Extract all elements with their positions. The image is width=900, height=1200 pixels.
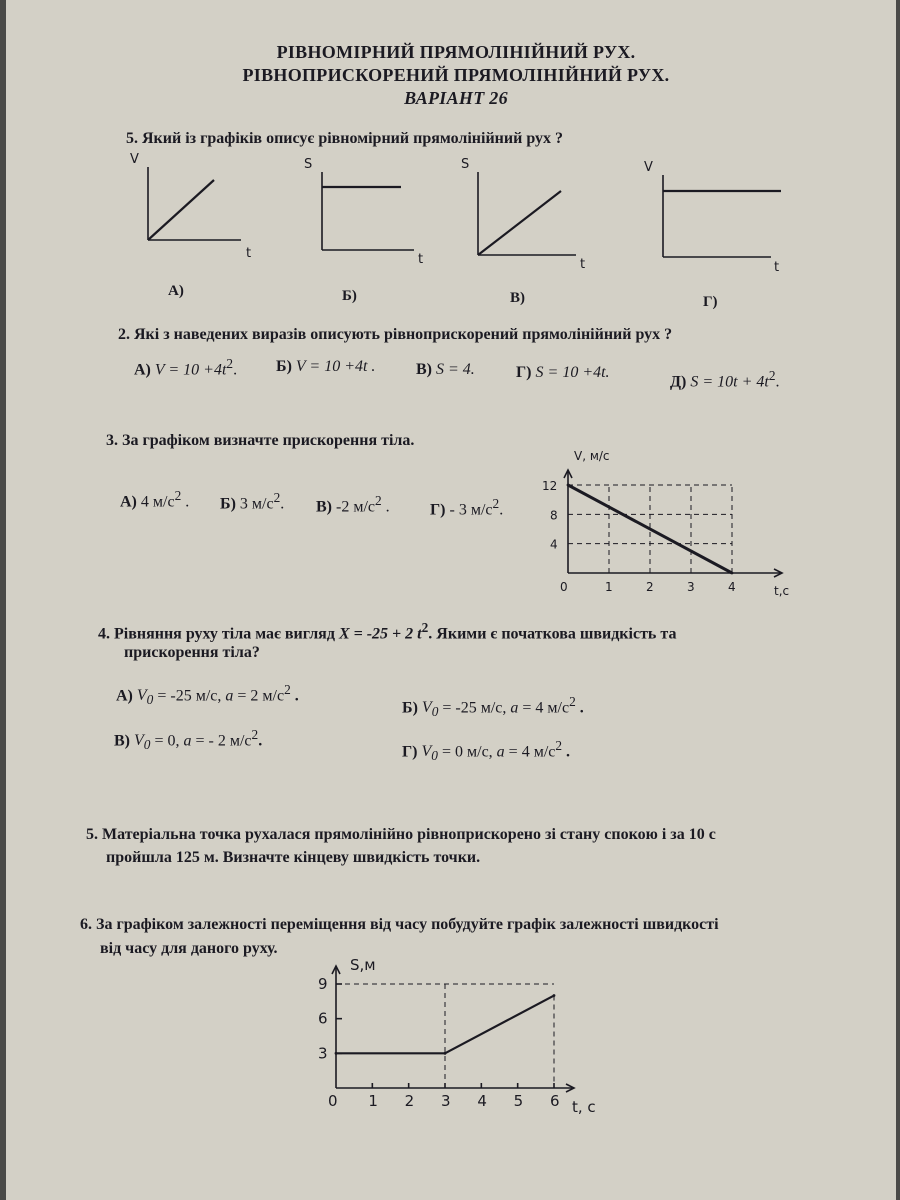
q4-option-b: Б) $V_0 = -25$ м/с, a = 4 $м/с^2$ . bbox=[402, 694, 584, 720]
q4-option-a-tail: . bbox=[290, 687, 299, 705]
graph-d bbox=[644, 160, 781, 275]
x-tick-label: 1 bbox=[368, 1092, 378, 1110]
q3-option-d-value: - 3 м/с bbox=[449, 501, 493, 519]
q2-option-d-letter: Г) bbox=[516, 364, 532, 381]
q4-option-c-v0: = 0, bbox=[154, 732, 180, 750]
graph-c-label: В) bbox=[510, 290, 525, 306]
data-point bbox=[444, 1052, 447, 1055]
y-tick-label: 9 bbox=[318, 975, 328, 993]
graph-c-y-label: S bbox=[461, 157, 470, 172]
q2-option-b-expr: V = 10 +4t . bbox=[295, 358, 376, 375]
question-6-line-1: 6. За графіком залежності переміщення від часу побудуйте графік залежності швидкості bbox=[80, 916, 719, 933]
worksheet-page bbox=[6, 0, 896, 1200]
graph-a-x-label: t bbox=[246, 246, 252, 261]
q4-option-a-v0: = -25 м/с, bbox=[157, 687, 222, 705]
variant-title: ВАРІАНТ 26 bbox=[404, 88, 508, 108]
y-axis-label: S,м bbox=[350, 956, 376, 974]
q4-option-d-sup: 2 bbox=[555, 738, 563, 753]
q4-option-a: А) $V_0 = -25$ м/с, a = 2 $м/с^2$ . bbox=[116, 682, 299, 708]
x-tick-label: 4 bbox=[477, 1092, 487, 1110]
q4-option-b-sup: 2 bbox=[569, 694, 576, 709]
data-point bbox=[335, 1052, 338, 1055]
question-1-graphs bbox=[116, 145, 816, 315]
q3-option-c-letter: В) bbox=[316, 498, 332, 516]
y-tick-label: 3 bbox=[318, 1044, 328, 1063]
q2-option-a-expr: V = 10 +4t bbox=[154, 361, 227, 379]
graph-d-x-label: t bbox=[774, 260, 780, 275]
q3-option-d-tail: . bbox=[499, 501, 504, 519]
q3-velocity-chart bbox=[536, 440, 826, 605]
x-tick-label: 5 bbox=[513, 1092, 524, 1110]
q2-option-e-expr: S = 10t + 4t bbox=[690, 373, 769, 391]
graph-b-x-label: t bbox=[418, 252, 424, 267]
q4-option-c: В) $V_0 = 0$, a = - 2 $м/с^2$. bbox=[114, 727, 263, 753]
q3-option-a bbox=[120, 488, 189, 511]
y-axis-label: V, м/с bbox=[574, 449, 610, 463]
graph-d-y-label: V bbox=[644, 160, 653, 175]
q3-option-a-tail: . bbox=[181, 493, 190, 511]
q2-option-c-expr: S = 4. bbox=[436, 361, 475, 378]
y-tick-label: 6 bbox=[318, 1009, 328, 1028]
q3-option-b bbox=[220, 490, 284, 513]
graph-b-label: Б) bbox=[342, 288, 357, 304]
q2-option-c-letter: В) bbox=[416, 361, 432, 378]
q4-option-d: Г) $V_0 = 0$ м/с, a = 4 $м/с^2$ . bbox=[402, 738, 571, 764]
q2-option-a-sup: 2 bbox=[226, 356, 234, 371]
x-tick-label: 0 bbox=[560, 580, 568, 594]
q4-option-c-tail: . bbox=[258, 732, 263, 750]
q2-option-b-letter: Б) bbox=[276, 358, 292, 375]
graph-a-y-label: V bbox=[130, 152, 139, 167]
q4-option-a-letter: А) bbox=[116, 687, 133, 705]
q4-option-c-letter: В) bbox=[114, 732, 130, 750]
question-3-text: 3. За графіком визначте прискорення тіла. bbox=[106, 432, 415, 449]
q2-option-b bbox=[276, 358, 375, 376]
q4-equation: X = -25 + 2 t bbox=[338, 625, 422, 643]
x-tick-label: 6 bbox=[550, 1092, 560, 1110]
q4-option-a-a: = 2 м/с bbox=[237, 687, 285, 705]
x-tick-label: 4 bbox=[728, 580, 736, 594]
q4-option-a-sup: 2 bbox=[284, 682, 291, 697]
q4-option-b-v0: = -25 м/с, bbox=[442, 699, 507, 717]
q4-option-d-v0: = 0 м/с, bbox=[441, 743, 493, 761]
question-5-line-2: пройшла 125 м. Визначте кінцеву швидкість точки. bbox=[106, 849, 481, 866]
q2-option-a-tail: . bbox=[233, 361, 238, 379]
data-point bbox=[553, 994, 556, 997]
question-6-line-2: від часу для даного руху. bbox=[100, 940, 278, 957]
x-tick-label: 2 bbox=[404, 1092, 415, 1110]
x-tick-label: 3 bbox=[687, 580, 695, 594]
graph-b bbox=[304, 157, 423, 267]
q4-text-b: . Якими є початкова швидкість та bbox=[428, 625, 677, 643]
title-line-2: РІВНОПРИСКОРЕНИЙ ПРЯМОЛІНІЙНИЙ РУХ. bbox=[242, 65, 670, 85]
q3-option-a-sup: 2 bbox=[174, 488, 182, 503]
q2-option-e bbox=[670, 368, 780, 391]
q3-option-c bbox=[316, 493, 390, 516]
q4-option-d-tail: . bbox=[562, 743, 571, 761]
q6-displacement-chart bbox=[301, 940, 621, 1135]
q3-option-c-value: -2 м/с bbox=[336, 498, 375, 516]
q3-option-d bbox=[430, 496, 503, 519]
q3-option-a-letter: А) bbox=[120, 493, 137, 511]
q3-option-b-value: 3 м/с bbox=[239, 495, 274, 513]
x-axis-label: t, с bbox=[572, 1098, 596, 1116]
q2-option-c bbox=[416, 361, 475, 379]
x-tick-label: 2 bbox=[646, 580, 654, 594]
q3-option-b-letter: Б) bbox=[220, 495, 236, 513]
question-4-line-1 bbox=[98, 620, 676, 643]
q4-option-c-sup: 2 bbox=[251, 727, 259, 742]
x-axis-label: t,c bbox=[774, 584, 790, 598]
q3-option-a-value: 4 м/с bbox=[140, 493, 175, 511]
y-tick-label: 4 bbox=[550, 537, 558, 552]
q4-option-c-a: = - 2 м/с bbox=[195, 732, 252, 750]
q3-chart-plot bbox=[542, 449, 789, 598]
data-point bbox=[567, 484, 570, 487]
graph-b-y-label: S bbox=[304, 157, 313, 172]
question-1-text: 5. Який із графіків описує рівномірний прямолінійний рух ? bbox=[126, 130, 564, 147]
graph-d-label: Г) bbox=[703, 294, 718, 310]
q4-option-d-letter: Г) bbox=[402, 743, 418, 761]
graph-c bbox=[461, 157, 585, 272]
q2-option-d-expr: S = 10 +4t. bbox=[535, 364, 610, 381]
y-tick-label: 8 bbox=[550, 508, 558, 523]
question-4-line-2: прискорення тіла? bbox=[124, 644, 260, 661]
y-tick-label: 12 bbox=[542, 479, 558, 493]
data-point bbox=[731, 572, 734, 575]
q4-equation-sup: 2 bbox=[421, 620, 429, 635]
graph-c-x-label: t bbox=[580, 257, 586, 272]
q6-chart-plot bbox=[318, 956, 596, 1116]
q3-option-c-sup: 2 bbox=[375, 493, 382, 508]
question-2-text: 2. Які з наведених виразів описують рівноприскорений прямолінійний рух ? bbox=[118, 326, 673, 343]
q2-option-a-letter: А) bbox=[134, 361, 151, 379]
title-line-1: РІВНОМІРНИЙ ПРЯМОЛІНІЙНИЙ РУХ. bbox=[276, 42, 636, 62]
q2-option-d bbox=[516, 364, 610, 382]
q4-option-b-tail: . bbox=[575, 699, 584, 717]
q3-option-b-tail: . bbox=[280, 495, 285, 513]
q3-option-d-letter: Г) bbox=[430, 501, 446, 519]
graph-a bbox=[130, 152, 251, 261]
q2-option-e-tail: . bbox=[775, 373, 780, 391]
x-tick-label: 3 bbox=[441, 1092, 451, 1110]
q2-option-e-sup: 2 bbox=[768, 368, 776, 383]
question-5-line-1: 5. Матеріальна точка рухалася прямолінійно рівноприскорено зі стану спокою і за 10 с bbox=[86, 826, 716, 843]
q3-option-d-sup: 2 bbox=[492, 496, 500, 511]
q3-option-b-sup: 2 bbox=[273, 490, 281, 505]
q2-option-e-letter: Д) bbox=[670, 373, 687, 391]
x-tick-label: 1 bbox=[605, 580, 613, 594]
graph-a-label: А) bbox=[168, 283, 184, 299]
q3-option-c-tail: . bbox=[381, 498, 390, 516]
q4-option-b-letter: Б) bbox=[402, 699, 418, 717]
x-tick-label: 0 bbox=[328, 1092, 338, 1110]
q4-text-a: 4. Рівняння руху тіла має вигляд bbox=[98, 625, 339, 643]
q4-option-d-a: = 4 м/с bbox=[508, 743, 556, 761]
q4-option-b-a: = 4 м/с bbox=[522, 699, 570, 717]
q2-option-a bbox=[134, 356, 237, 379]
